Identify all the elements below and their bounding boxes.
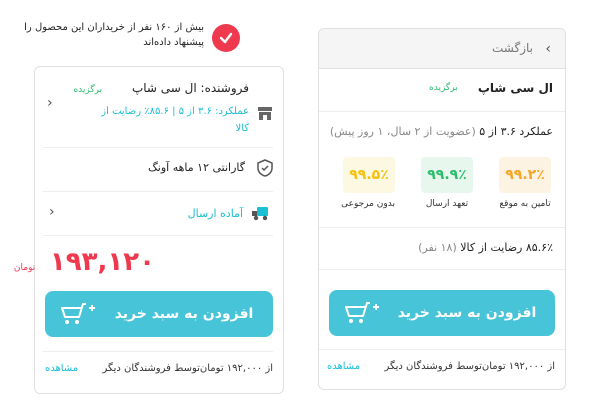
stat-value: ۹۹.۲٪ bbox=[499, 157, 551, 193]
chevron-left-icon[interactable]: ‹ bbox=[47, 95, 53, 111]
seller-detail-card bbox=[318, 28, 566, 390]
shipping-label: آماده ارسال bbox=[187, 207, 243, 220]
chevron-left-icon[interactable]: ‹ bbox=[49, 204, 55, 220]
other-sellers-row bbox=[45, 361, 273, 381]
divider bbox=[319, 227, 565, 228]
view-link[interactable]: مشاهده bbox=[327, 361, 361, 372]
recommendation-text: بیش از ۱۶۰ نفر از خریداران این محصول را پیشنهاد داده‌اند bbox=[24, 22, 204, 48]
add-to-cart-button[interactable] bbox=[329, 290, 555, 336]
view-link[interactable]: مشاهده bbox=[45, 363, 79, 374]
seller-name: ال سی شاپ bbox=[477, 81, 553, 95]
divider bbox=[43, 235, 273, 236]
stat-commitment bbox=[421, 157, 473, 209]
divider bbox=[43, 191, 273, 192]
stat-label: تعهد ارسال bbox=[425, 199, 469, 209]
seller-performance: عملکرد: ۳.۶ از ۵ | ۸۵.۶٪ رضایت از کالا bbox=[101, 106, 249, 134]
stat-on-time bbox=[499, 157, 551, 209]
back-bar[interactable] bbox=[319, 29, 565, 69]
chevron-right-icon[interactable]: › bbox=[545, 41, 551, 57]
add-to-cart-label: افزودن به سبد خرید bbox=[397, 305, 537, 321]
price bbox=[13, 247, 155, 277]
stat-label: بدون مرجوعی bbox=[341, 199, 395, 209]
performance-sub: (عضویت از ۲ سال، ۱ روز پیش) bbox=[329, 125, 476, 138]
recommendation-note bbox=[10, 20, 240, 60]
satisfaction-summary bbox=[418, 241, 553, 254]
performance-summary bbox=[327, 125, 553, 138]
satisfaction-main: ۸۵.۶٪ رضایت از کالا bbox=[460, 241, 553, 254]
shield-check-icon bbox=[257, 159, 273, 177]
seller-label: فروشنده: ال سی شاپ bbox=[131, 81, 249, 95]
divider bbox=[319, 349, 565, 350]
cart-plus-icon bbox=[59, 301, 99, 327]
add-to-cart-button[interactable] bbox=[45, 291, 273, 337]
warranty-row bbox=[43, 155, 273, 181]
back-label[interactable]: بازگشت bbox=[492, 41, 533, 55]
stat-no-returns bbox=[343, 157, 395, 209]
cart-plus-icon bbox=[343, 300, 383, 326]
shipping-row[interactable] bbox=[43, 201, 273, 227]
shop-icon bbox=[257, 105, 273, 121]
divider bbox=[43, 351, 273, 352]
price-unit: تومان bbox=[13, 263, 36, 273]
warranty-label: گارانتی ۱۲ ماهه آونگ bbox=[147, 161, 245, 174]
seller-tag: برگزیده bbox=[73, 85, 103, 95]
divider bbox=[319, 111, 565, 112]
stat-label: تامین به موقع bbox=[499, 199, 551, 209]
other-sellers-text: از ۱۹۲,۰۰۰ تومان‌توسط فروشندگان دیگر bbox=[384, 361, 555, 372]
stat-value: ۹۹.۹٪ bbox=[421, 157, 473, 193]
check-badge-icon bbox=[212, 24, 240, 52]
divider bbox=[43, 147, 273, 148]
stat-value: ۹۹.۵٪ bbox=[343, 157, 395, 193]
price-amount: ۱۹۳,۱۲۰ bbox=[49, 247, 155, 277]
truck-icon bbox=[251, 203, 273, 223]
buy-box-card bbox=[13, 66, 284, 394]
seller-stats bbox=[341, 157, 551, 217]
divider bbox=[319, 269, 565, 270]
other-sellers-row bbox=[327, 359, 555, 379]
seller-info[interactable] bbox=[47, 81, 273, 143]
satisfaction-sub: (۱۸ نفر) bbox=[418, 241, 457, 254]
performance-main: عملکرد ۳.۶ از ۵ bbox=[479, 125, 553, 138]
other-sellers-text: از ۱۹۲,۰۰۰ تومان‌توسط فروشندگان دیگر bbox=[102, 363, 273, 374]
seller-tag: برگزیده bbox=[429, 83, 458, 93]
seller-row bbox=[333, 81, 553, 101]
add-to-cart-label: افزودن به سبد خرید bbox=[114, 306, 254, 322]
